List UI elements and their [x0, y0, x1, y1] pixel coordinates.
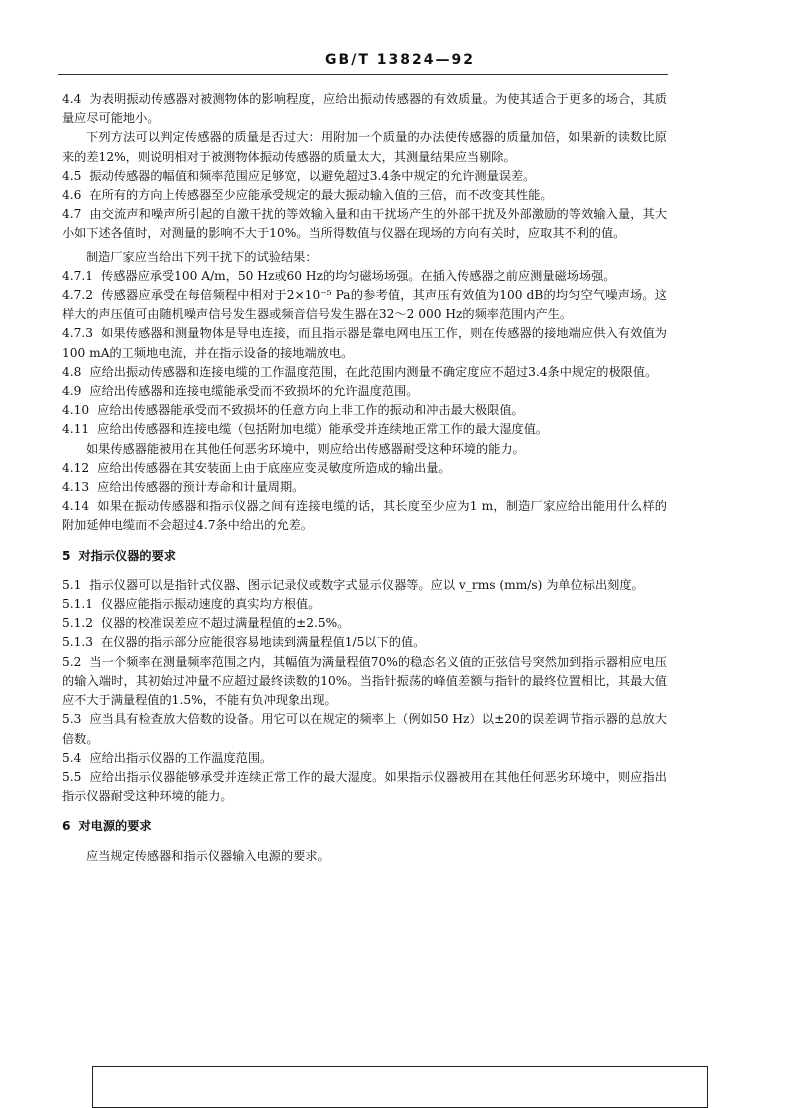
clause-paragraph: 制造厂家应当给出下列干扰下的试验结果：	[86, 249, 318, 264]
clause-4-8: 4.8 应给出振动传感器和连接电缆的工作温度范围，在此范围内测量不确定度应不超过3.4条中规定的极限值。	[62, 364, 658, 379]
clause-5-1: 5.1 指示仪器可以是指针式仪器、图示记录仪或数字式显示仪器等。应以 v_rms (mm/s) 为单位标出刻度。	[62, 577, 644, 592]
clause-4-9: 4.9 应给出传感器和连接电缆能承受而不致损坏的允许温度范围。	[62, 384, 419, 399]
standard-code-header: GB/T 13824—92	[325, 52, 475, 68]
clause-4-4: 4.4 为表明振动传感器对被测物体的影响程度，应给出振动传感器的有效质量。为使其适合于更多的场合，其质量应尽可能地小。	[62, 92, 667, 126]
clause-4-6: 4.6 在所有的方向上传感器至少应能承受规定的最大振动输入值的三倍，而不改变其性能。	[62, 188, 553, 203]
bottom-frame-box	[92, 1066, 708, 1108]
section-5-heading: 5 对指示仪器的要求	[62, 548, 176, 563]
clause-4-7-1: 4.7.1 传感器应承受100 A/m，50 Hz或60 Hz的均匀磁场场强。在插入传感器之前应测量磁场场强。	[62, 268, 616, 283]
clause-5-1-1: 5.1.1 仪器应能指示振动速度的真实均方根值。	[62, 597, 321, 612]
clause-4-7-3: 4.7.3 如果传感器和测量物体是导电连接，而且指示器是靠电网电压工作，则在传感器的接地端应供入有效值为100 mA的工频地电流，并在指示设备的接地端放电。	[62, 326, 667, 360]
clause-4-14: 4.14 如果在振动传感器和指示仪器之间有连接电缆的话，其长度至少应为1 m，制造厂家应给出能用什么样的附加延伸电缆而不会超过4.7条中给出的允差。	[62, 499, 667, 533]
clause-5-1-3: 5.1.3 在仪器的指示部分应能很容易地读到满量程值1/5以下的值。	[62, 635, 426, 650]
clause-paragraph: 如果传感器能被用在其他任何恶劣环境中，则应给出传感器耐受这种环境的能力。	[86, 441, 525, 456]
clause-5-3: 5.3 应当具有检查放大倍数的设备。用它可以在规定的频率上（例如50 Hz）以±20的误差调节指示器的总放大倍数。	[62, 712, 667, 746]
clause-4-7-2: 4.7.2 传感器应承受在每倍频程中相对于2×10⁻⁵ Pa的参考值，其声压有效值为100 dB的均匀空气噪声场。这样大的声压值可由随机噪声信号发生器或频音信号发生器在32～2 000 Hz的频率范围内产生。	[62, 288, 667, 322]
clause-5-1-2: 5.1.2 仪器的校准误差应不超过满量程值的±2.5%。	[62, 616, 350, 631]
clause-4-13: 4.13 应给出传感器的预计寿命和计量周期。	[62, 480, 305, 495]
clause-4-12: 4.12 应给出传感器在其安装面上由于底座应变灵敏度所造成的输出量。	[62, 460, 451, 475]
clause-5-4: 5.4 应给出指示仪器的工作温度范围。	[62, 750, 273, 765]
section-6-heading: 6 对电源的要求	[62, 819, 152, 834]
document-body	[62, 90, 667, 866]
clause-5-5: 5.5 应给出指示仪器能够承受并连续正常工作的最大湿度。如果指示仪器被用在其他任何恶劣环境中，则应指出指示仪器耐受这种环境的能力。	[62, 769, 667, 804]
clause-paragraph: 下列方法可以判定传感器的质量是否过大：用附加一个质量的办法使传感器的质量加倍，如果新的读数比原来的差12%，则说明相对于被测物体振动传感器的质量太大，其测量结果应当剔除。	[62, 130, 667, 164]
clause-4-7: 4.7 由交流声和噪声所引起的自激干扰的等效输入量和由干扰场产生的外部干扰及外部激励的等效输入量，其大小如下述各值时，对测量的影响不大于10%。当所得数值与仪器在现场的方向有关时，应取其不利的值。	[62, 207, 667, 241]
clause-4-11: 4.11 应给出传感器和连接电缆（包括附加电缆）能承受并连续地正常工作的最大湿度值。	[62, 422, 549, 437]
header-rule	[58, 74, 668, 75]
clause-4-10: 4.10 应给出传感器能承受而不致损坏的任意方向上非工作的振动和冲击最大极限值。	[62, 403, 524, 418]
clause-5-2: 5.2 当一个频率在测量频率范围之内，其幅值为满量程值70%的稳态名义值的正弦信号突然加到指示器相应电压的输入端时，其初始过冲量不应超过最终读数的10%。当指针振荡的峰值差额与指针的最终位置相比，其最大值应不大于满量程值的1.5%，不能有负冲现象出现。	[62, 654, 667, 708]
clause-paragraph: 应当规定传感器和指示仪器输入电源的要求。	[86, 848, 330, 863]
clause-4-5: 4.5 振动传感器的幅值和频率范围应足够宽，以避免超过3.4条中规定的允许测量误差。	[62, 168, 536, 183]
